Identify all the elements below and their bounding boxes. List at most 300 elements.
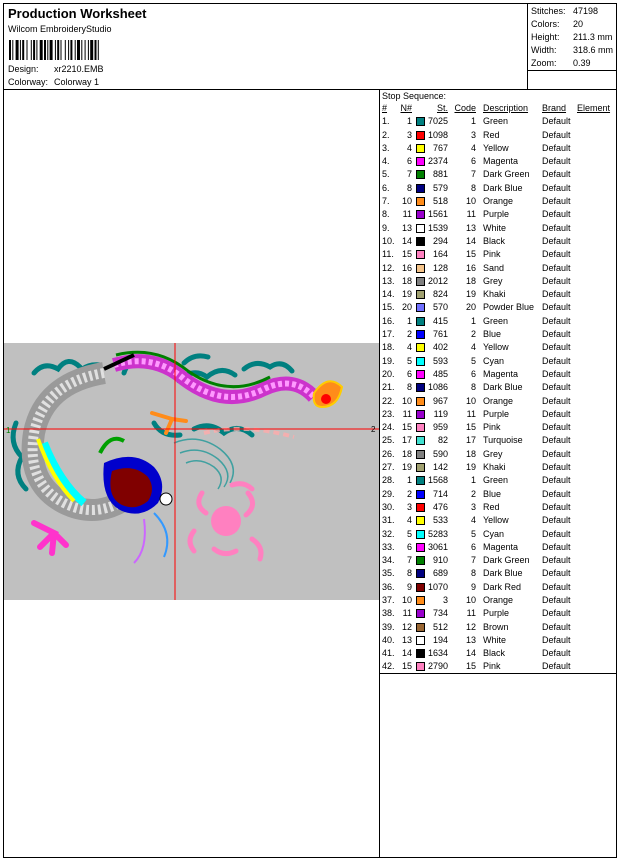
row-description: Khaki — [483, 289, 506, 300]
color-swatch — [416, 397, 425, 406]
row-needle: 15 — [401, 661, 412, 672]
row-index: 16. — [382, 315, 395, 326]
col-description: Description — [483, 103, 529, 113]
row-description: Pink — [483, 661, 501, 672]
stat-colors: Colors: 20 — [531, 19, 584, 29]
row-brand: Default — [542, 608, 571, 619]
table-row — [380, 182, 616, 195]
row-brand: Default — [542, 488, 571, 499]
worksheet-header — [4, 4, 616, 90]
row-needle: 13 — [401, 222, 412, 233]
row-stitches: 3061 — [427, 541, 448, 552]
row-needle: 10 — [401, 395, 412, 406]
row-needle: 14 — [401, 235, 412, 246]
row-stitches: 714 — [432, 488, 448, 499]
row-brand: Default — [542, 249, 571, 260]
row-code: 14 — [465, 235, 476, 246]
row-brand: Default — [542, 435, 571, 446]
table-row — [380, 301, 616, 314]
row-brand: Default — [542, 342, 571, 353]
color-swatch — [416, 583, 425, 592]
row-index: 11. — [382, 249, 394, 260]
row-code: 17 — [465, 435, 476, 446]
row-stitches: 485 — [432, 368, 448, 379]
row-brand: Default — [542, 408, 571, 419]
row-description: Yellow — [483, 142, 509, 153]
row-stitches: 119 — [433, 408, 448, 419]
col-needle: N# — [400, 103, 412, 113]
stat-stitches: Stitches: 47198 — [531, 6, 599, 16]
color-swatch — [416, 170, 425, 179]
design-stats — [528, 4, 616, 89]
row-needle: 7 — [406, 169, 412, 180]
row-stitches: 1539 — [427, 222, 448, 233]
row-index: 23. — [382, 408, 395, 419]
color-swatch — [416, 423, 425, 432]
row-needle: 15 — [401, 249, 412, 260]
row-code: 20 — [465, 302, 476, 313]
row-code: 5 — [470, 355, 476, 366]
row-description: Grey — [483, 448, 503, 459]
row-description: Black — [483, 235, 506, 246]
row-index: 27. — [382, 462, 395, 473]
row-brand: Default — [542, 581, 571, 592]
row-brand: Default — [542, 661, 571, 672]
color-swatch — [416, 157, 425, 166]
row-index: 5. — [382, 169, 390, 180]
row-needle: 6 — [406, 541, 412, 552]
table-row — [380, 647, 616, 660]
row-code: 19 — [465, 289, 476, 300]
color-swatch — [416, 503, 425, 512]
colorway-label: Colorway: — [8, 77, 49, 87]
table-row — [380, 514, 616, 527]
row-index: 4. — [382, 156, 390, 167]
row-description: Purple — [483, 608, 510, 619]
table-row — [380, 567, 616, 580]
table-row — [380, 634, 616, 647]
row-code: 13 — [465, 222, 476, 233]
row-description: White — [483, 222, 507, 233]
row-needle: 5 — [406, 528, 412, 539]
row-index: 20. — [382, 368, 395, 379]
row-code: 12 — [465, 621, 476, 632]
row-code: 2 — [470, 329, 476, 340]
row-code: 13 — [465, 634, 476, 645]
row-code: 4 — [470, 142, 476, 153]
row-stitches: 194 — [432, 634, 448, 645]
color-swatch — [416, 609, 425, 618]
row-needle: 17 — [401, 435, 412, 446]
stat-width: Width: 318.6 mm — [531, 45, 614, 55]
color-swatch — [416, 410, 425, 419]
table-row — [380, 581, 616, 594]
table-row — [380, 235, 616, 248]
table-header — [380, 102, 616, 115]
row-description: Dark Blue — [483, 182, 523, 193]
row-stitches: 142 — [432, 462, 448, 473]
color-swatch — [416, 490, 425, 499]
table-row — [380, 421, 616, 434]
row-stitches: 2374 — [427, 156, 448, 167]
row-brand: Default — [542, 368, 571, 379]
row-needle: 9 — [406, 581, 412, 592]
row-stitches: 1561 — [427, 209, 448, 220]
row-index: 25. — [382, 435, 395, 446]
row-stitches: 761 — [432, 329, 448, 340]
row-index: 9. — [382, 222, 390, 233]
row-index: 8. — [382, 209, 390, 220]
row-brand: Default — [542, 262, 571, 273]
row-index: 17. — [382, 329, 395, 340]
row-description: Powder Blue — [483, 302, 535, 313]
table-row — [380, 448, 616, 461]
row-description: Dark Green — [483, 169, 530, 180]
row-code: 1 — [470, 475, 476, 486]
table-row — [380, 461, 616, 474]
row-description: Magenta — [483, 156, 519, 167]
table-row — [380, 168, 616, 181]
table-row — [380, 275, 616, 288]
color-swatch — [416, 131, 425, 140]
row-index: 28. — [382, 475, 395, 486]
row-brand: Default — [542, 501, 571, 512]
row-brand: Default — [542, 289, 571, 300]
row-index: 30. — [382, 501, 395, 512]
color-swatch — [416, 303, 425, 312]
row-needle: 14 — [401, 648, 412, 659]
color-swatch — [416, 197, 425, 206]
table-row — [380, 155, 616, 168]
header-info-panel — [4, 4, 528, 89]
row-description: Purple — [483, 408, 510, 419]
row-description: Green — [483, 475, 509, 486]
color-swatch — [416, 436, 425, 445]
row-index: 40. — [382, 634, 395, 645]
row-brand: Default — [542, 275, 571, 286]
row-index: 15. — [382, 302, 395, 313]
row-code: 3 — [470, 129, 476, 140]
row-description: Brown — [483, 621, 509, 632]
color-swatch — [416, 543, 425, 552]
row-index: 6. — [382, 182, 390, 193]
row-index: 35. — [382, 568, 395, 579]
table-row — [380, 488, 616, 501]
row-description: Orange — [483, 395, 514, 406]
row-needle: 15 — [401, 422, 412, 433]
row-code: 11 — [466, 608, 476, 619]
color-swatch — [416, 516, 425, 525]
row-stitches: 1070 — [427, 581, 448, 592]
table-row — [380, 541, 616, 554]
col-brand: Brand — [542, 103, 567, 113]
row-description: Orange — [483, 594, 514, 605]
row-index: 7. — [382, 196, 390, 207]
row-stitches: 3 — [442, 594, 448, 605]
row-description: Cyan — [483, 355, 505, 366]
row-description: Blue — [483, 488, 502, 499]
row-stitches: 959 — [432, 422, 448, 433]
row-description: Magenta — [483, 368, 519, 379]
row-code: 9 — [470, 581, 476, 592]
row-brand: Default — [542, 196, 571, 207]
table-row — [380, 395, 616, 408]
table-row — [380, 660, 616, 673]
row-brand: Default — [542, 648, 571, 659]
row-stitches: 533 — [432, 515, 448, 526]
row-stitches: 593 — [432, 355, 448, 366]
color-swatch — [416, 569, 425, 578]
row-code: 6 — [470, 368, 476, 379]
row-stitches: 82 — [437, 435, 448, 446]
row-brand: Default — [542, 541, 571, 552]
row-index: 33. — [382, 541, 395, 552]
color-swatch — [416, 357, 425, 366]
color-swatch — [416, 636, 425, 645]
row-stitches: 689 — [432, 568, 448, 579]
row-code: 8 — [470, 382, 476, 393]
row-stitches: 518 — [432, 196, 448, 207]
color-swatch — [416, 596, 425, 605]
row-needle: 8 — [406, 568, 412, 579]
row-needle: 13 — [401, 634, 412, 645]
color-swatch — [416, 343, 425, 352]
row-description: Dark Blue — [483, 568, 523, 579]
table-row — [380, 408, 616, 421]
row-brand: Default — [542, 355, 571, 366]
row-brand: Default — [542, 182, 571, 193]
row-code: 18 — [465, 275, 476, 286]
table-row — [380, 142, 616, 155]
row-index: 37. — [382, 594, 395, 605]
table-row — [380, 621, 616, 634]
row-stitches: 967 — [432, 395, 448, 406]
row-code: 3 — [470, 501, 476, 512]
row-code: 6 — [470, 541, 476, 552]
row-needle: 1 — [406, 315, 412, 326]
stop-sequence-title: Stop Sequence: — [382, 91, 447, 101]
table-row — [380, 341, 616, 354]
row-index: 39. — [382, 621, 395, 632]
row-needle: 6 — [406, 368, 412, 379]
row-index: 29. — [382, 488, 395, 499]
row-needle: 1 — [406, 116, 412, 127]
row-brand: Default — [542, 475, 571, 486]
row-stitches: 734 — [432, 608, 448, 619]
row-brand: Default — [542, 515, 571, 526]
row-stitches: 570 — [432, 302, 448, 313]
row-code: 16 — [465, 262, 476, 273]
table-row — [380, 528, 616, 541]
row-needle: 2 — [406, 488, 412, 499]
row-code: 4 — [470, 515, 476, 526]
table-row — [380, 381, 616, 394]
row-brand: Default — [542, 209, 571, 220]
color-swatch — [416, 383, 425, 392]
row-stitches: 767 — [432, 142, 448, 153]
color-swatch — [416, 184, 425, 193]
barcode-icon — [9, 40, 134, 60]
page-title: Production Worksheet — [8, 6, 147, 21]
color-swatch — [416, 264, 425, 273]
row-brand: Default — [542, 235, 571, 246]
table-row — [380, 248, 616, 261]
divider — [528, 70, 616, 71]
row-description: Khaki — [483, 462, 506, 473]
row-needle: 5 — [406, 355, 412, 366]
row-needle: 2 — [406, 329, 412, 340]
row-needle: 3 — [406, 129, 412, 140]
row-index: 31. — [382, 515, 395, 526]
row-stitches: 1098 — [427, 129, 448, 140]
row-description: Green — [483, 315, 509, 326]
design-label: Design: — [8, 64, 39, 74]
color-swatch — [416, 556, 425, 565]
row-brand: Default — [542, 634, 571, 645]
row-needle: 11 — [402, 209, 412, 220]
row-code: 14 — [465, 648, 476, 659]
software-name: Wilcom EmbroideryStudio — [8, 24, 112, 34]
col-index: # — [382, 103, 388, 113]
row-stitches: 1568 — [427, 475, 448, 486]
row-code: 6 — [470, 156, 476, 167]
row-description: Purple — [483, 209, 510, 220]
table-row — [380, 222, 616, 235]
row-code: 5 — [470, 528, 476, 539]
stop-sequence-panel — [380, 89, 616, 857]
row-stitches: 294 — [432, 235, 448, 246]
row-brand: Default — [542, 422, 571, 433]
row-description: Red — [483, 501, 500, 512]
col-element: Element — [577, 103, 611, 113]
table-row — [380, 288, 616, 301]
row-index: 12. — [382, 262, 395, 273]
row-description: Pink — [483, 422, 501, 433]
row-needle: 8 — [406, 182, 412, 193]
row-code: 7 — [470, 555, 476, 566]
row-stitches: 2790 — [427, 661, 448, 672]
row-brand: Default — [542, 329, 571, 340]
row-brand: Default — [542, 382, 571, 393]
dragon-embroidery-image — [4, 343, 379, 600]
row-brand: Default — [542, 528, 571, 539]
color-swatch — [416, 117, 425, 126]
color-swatch — [416, 237, 425, 246]
row-stitches: 5283 — [427, 528, 448, 539]
row-stitches: 402 — [432, 342, 448, 353]
row-code: 10 — [465, 395, 476, 406]
row-needle: 10 — [401, 196, 412, 207]
table-row — [380, 474, 616, 487]
color-swatch — [416, 476, 425, 485]
colorway-row — [8, 77, 99, 87]
row-code: 15 — [465, 422, 476, 433]
divider — [380, 673, 616, 674]
row-brand: Default — [542, 302, 571, 313]
row-stitches: 824 — [432, 289, 448, 300]
row-stitches: 415 — [432, 315, 448, 326]
table-row — [380, 129, 616, 142]
row-code: 15 — [465, 661, 476, 672]
row-index: 22. — [382, 395, 395, 406]
row-code: 11 — [466, 209, 476, 220]
row-index: 34. — [382, 555, 395, 566]
row-index: 2. — [382, 129, 390, 140]
row-description: Cyan — [483, 528, 505, 539]
row-description: White — [483, 634, 507, 645]
row-brand: Default — [542, 315, 571, 326]
row-code: 10 — [465, 196, 476, 207]
row-description: Black — [483, 648, 506, 659]
row-needle: 20 — [401, 302, 412, 313]
color-swatch — [416, 623, 425, 632]
row-description: Dark Green — [483, 555, 530, 566]
worksheet — [3, 3, 617, 858]
row-needle: 11 — [402, 608, 412, 619]
row-description: Yellow — [483, 515, 509, 526]
row-code: 8 — [470, 182, 476, 193]
row-needle: 4 — [406, 515, 412, 526]
row-brand: Default — [542, 156, 571, 167]
row-description: Sand — [483, 262, 505, 273]
row-index: 42. — [382, 661, 395, 672]
row-needle: 19 — [401, 289, 412, 300]
row-code: 19 — [465, 462, 476, 473]
row-index: 18. — [382, 342, 395, 353]
row-code: 11 — [466, 408, 476, 419]
row-brand: Default — [542, 142, 571, 153]
row-brand: Default — [542, 169, 571, 180]
row-code: 1 — [470, 315, 476, 326]
color-swatch — [416, 224, 425, 233]
row-brand: Default — [542, 568, 571, 579]
row-code: 1 — [470, 116, 476, 127]
color-swatch — [416, 317, 425, 326]
design-preview-panel — [4, 89, 380, 857]
row-index: 26. — [382, 448, 395, 459]
row-stitches: 1086 — [427, 382, 448, 393]
row-stitches: 7025 — [427, 116, 448, 127]
design-canvas — [4, 343, 379, 600]
color-swatch — [416, 370, 425, 379]
col-code: Code — [454, 103, 476, 113]
row-index: 10. — [382, 235, 395, 246]
table-row — [380, 328, 616, 341]
row-code: 4 — [470, 342, 476, 353]
row-description: Dark Blue — [483, 382, 523, 393]
row-stitches: 910 — [432, 555, 448, 566]
marker-start: 1 — [6, 426, 11, 435]
color-swatch — [416, 450, 425, 459]
row-needle: 16 — [401, 262, 412, 273]
table-row — [380, 501, 616, 514]
color-swatch — [416, 662, 425, 671]
table-row — [380, 315, 616, 328]
table-row — [380, 434, 616, 447]
row-brand: Default — [542, 116, 571, 127]
design-value: xr2210.EMB — [54, 64, 104, 74]
row-needle: 4 — [406, 142, 412, 153]
row-stitches: 579 — [432, 182, 448, 193]
row-description: Blue — [483, 329, 502, 340]
table-row — [380, 195, 616, 208]
row-brand: Default — [542, 594, 571, 605]
color-swatch — [416, 649, 425, 658]
row-description: Orange — [483, 196, 514, 207]
row-index: 38. — [382, 608, 395, 619]
row-stitches: 128 — [432, 262, 448, 273]
row-index: 21. — [382, 382, 395, 393]
